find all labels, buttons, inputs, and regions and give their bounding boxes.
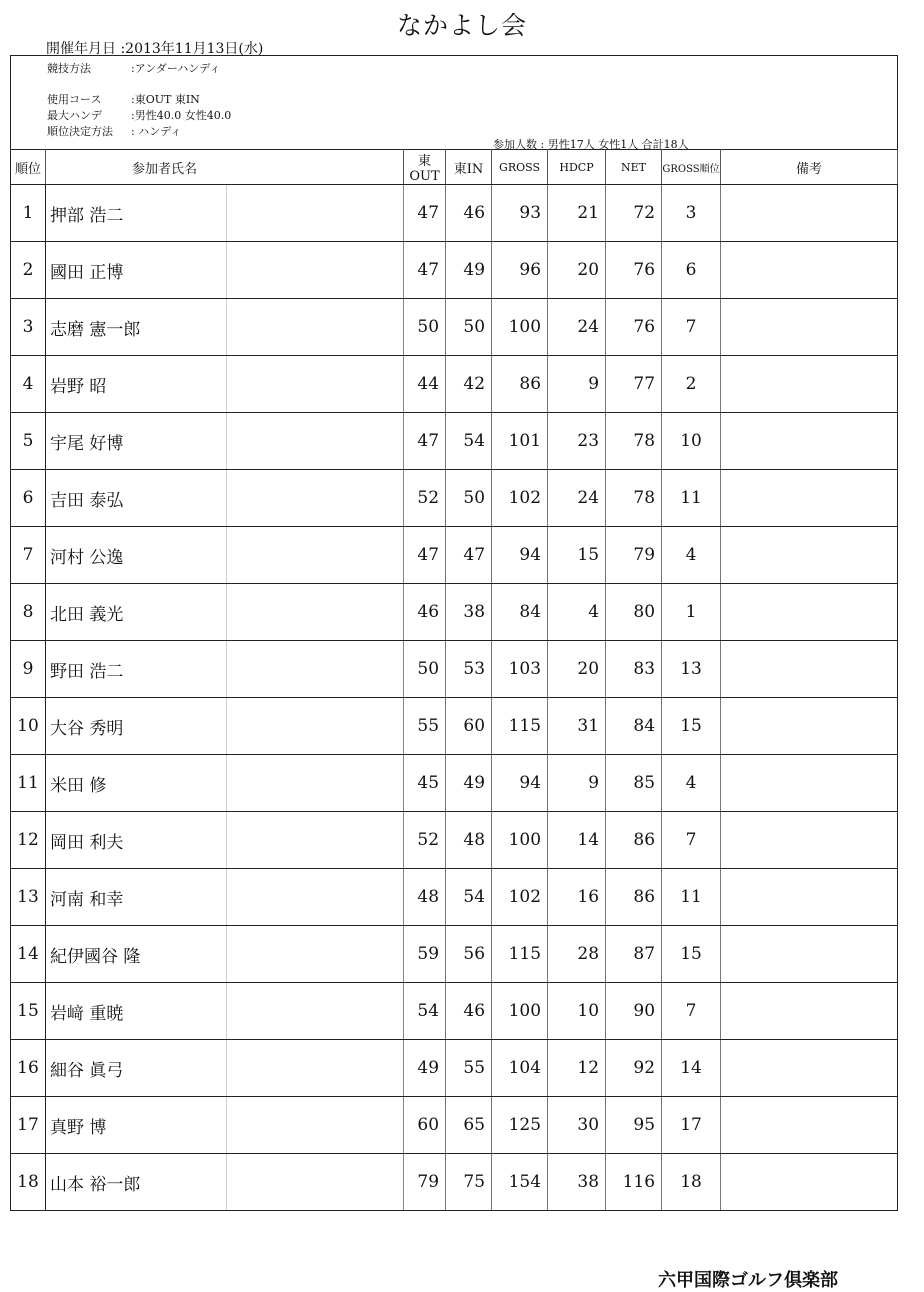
note-cell bbox=[721, 641, 898, 698]
name-cell: 岩野 昭 bbox=[46, 356, 227, 413]
info-label: 順位決定方法 bbox=[47, 125, 113, 138]
blank-cell bbox=[227, 698, 404, 755]
header-out: 東OUT bbox=[404, 150, 446, 185]
table-row bbox=[11, 584, 898, 641]
out-score-cell: 79 bbox=[404, 1154, 446, 1211]
table-row bbox=[11, 470, 898, 527]
info-ranking-method bbox=[47, 123, 181, 139]
header-in: 東IN bbox=[446, 150, 492, 185]
hdcp-cell: 15 bbox=[548, 527, 606, 584]
out-score-cell: 59 bbox=[404, 926, 446, 983]
net-cell: 83 bbox=[606, 641, 662, 698]
table-row bbox=[11, 1097, 898, 1154]
in-score-cell: 50 bbox=[446, 470, 492, 527]
in-score-cell: 42 bbox=[446, 356, 492, 413]
rank-cell: 6 bbox=[11, 470, 46, 527]
blank-cell bbox=[227, 470, 404, 527]
results-body bbox=[11, 185, 898, 1211]
gross-rank-cell: 1 bbox=[662, 584, 721, 641]
gross-rank-cell: 18 bbox=[662, 1154, 721, 1211]
table-row bbox=[11, 926, 898, 983]
out-score-cell: 47 bbox=[404, 413, 446, 470]
info-value: :男性40.0 女性40.0 bbox=[131, 109, 232, 122]
competition-info-box bbox=[10, 55, 898, 150]
header-rank: 順位 bbox=[11, 150, 46, 185]
gross-cell: 102 bbox=[492, 869, 548, 926]
header-row bbox=[11, 150, 898, 185]
blank-cell bbox=[227, 185, 404, 242]
hdcp-cell: 23 bbox=[548, 413, 606, 470]
note-cell bbox=[721, 185, 898, 242]
name-cell: 吉田 泰弘 bbox=[46, 470, 227, 527]
out-score-cell: 47 bbox=[404, 185, 446, 242]
participant-count: 参加人数 : 男性17人 女性1人 合計18人 bbox=[493, 138, 689, 151]
net-cell: 86 bbox=[606, 812, 662, 869]
net-cell: 77 bbox=[606, 356, 662, 413]
hdcp-cell: 21 bbox=[548, 185, 606, 242]
in-score-cell: 38 bbox=[446, 584, 492, 641]
name-cell: 宇尾 好博 bbox=[46, 413, 227, 470]
note-cell bbox=[721, 1040, 898, 1097]
info-max-handicap bbox=[47, 107, 231, 123]
name-cell: 細谷 眞弓 bbox=[46, 1040, 227, 1097]
out-score-cell: 54 bbox=[404, 983, 446, 1040]
table-row bbox=[11, 185, 898, 242]
hdcp-cell: 30 bbox=[548, 1097, 606, 1154]
blank-cell bbox=[227, 242, 404, 299]
note-cell bbox=[721, 1154, 898, 1211]
rank-cell: 1 bbox=[11, 185, 46, 242]
hdcp-cell: 28 bbox=[548, 926, 606, 983]
table-row bbox=[11, 812, 898, 869]
hdcp-cell: 24 bbox=[548, 470, 606, 527]
out-score-cell: 50 bbox=[404, 299, 446, 356]
table-row bbox=[11, 1040, 898, 1097]
net-cell: 86 bbox=[606, 869, 662, 926]
info-course bbox=[47, 91, 200, 107]
gross-cell: 101 bbox=[492, 413, 548, 470]
in-score-cell: 75 bbox=[446, 1154, 492, 1211]
in-score-cell: 46 bbox=[446, 185, 492, 242]
rank-cell: 7 bbox=[11, 527, 46, 584]
name-cell: 國田 正博 bbox=[46, 242, 227, 299]
out-score-cell: 52 bbox=[404, 812, 446, 869]
gross-cell: 96 bbox=[492, 242, 548, 299]
gross-cell: 94 bbox=[492, 527, 548, 584]
header-gross-rank: GROSS順位 bbox=[662, 150, 721, 185]
gross-rank-cell: 14 bbox=[662, 1040, 721, 1097]
out-score-cell: 44 bbox=[404, 356, 446, 413]
note-cell bbox=[721, 299, 898, 356]
gross-rank-cell: 13 bbox=[662, 641, 721, 698]
note-cell bbox=[721, 1097, 898, 1154]
gross-cell: 100 bbox=[492, 983, 548, 1040]
note-cell bbox=[721, 869, 898, 926]
table-row bbox=[11, 983, 898, 1040]
blank-cell bbox=[227, 1040, 404, 1097]
hdcp-cell: 38 bbox=[548, 1154, 606, 1211]
blank-cell bbox=[227, 356, 404, 413]
hdcp-cell: 9 bbox=[548, 356, 606, 413]
info-label: 使用コース bbox=[47, 93, 102, 106]
note-cell bbox=[721, 470, 898, 527]
net-cell: 80 bbox=[606, 584, 662, 641]
rank-cell: 10 bbox=[11, 698, 46, 755]
hdcp-cell: 10 bbox=[548, 983, 606, 1040]
table-row bbox=[11, 413, 898, 470]
rank-cell: 8 bbox=[11, 584, 46, 641]
gross-rank-cell: 4 bbox=[662, 755, 721, 812]
rank-cell: 11 bbox=[11, 755, 46, 812]
gross-rank-cell: 10 bbox=[662, 413, 721, 470]
gross-rank-cell: 11 bbox=[662, 470, 721, 527]
blank-cell bbox=[227, 983, 404, 1040]
note-cell bbox=[721, 413, 898, 470]
in-score-cell: 55 bbox=[446, 1040, 492, 1097]
event-date: 開催年月日 :2013年11月13日(水) bbox=[46, 41, 264, 57]
table-row bbox=[11, 242, 898, 299]
info-competition-method bbox=[47, 60, 220, 76]
out-score-cell: 50 bbox=[404, 641, 446, 698]
rank-cell: 18 bbox=[11, 1154, 46, 1211]
results-table bbox=[10, 149, 898, 1211]
note-cell bbox=[721, 242, 898, 299]
note-cell bbox=[721, 698, 898, 755]
net-cell: 92 bbox=[606, 1040, 662, 1097]
hdcp-cell: 31 bbox=[548, 698, 606, 755]
rank-cell: 16 bbox=[11, 1040, 46, 1097]
document-title: なかよし会 bbox=[396, 11, 527, 40]
gross-rank-cell: 15 bbox=[662, 698, 721, 755]
table-row bbox=[11, 698, 898, 755]
club-name: 六甲国際ゴルフ倶楽部 bbox=[658, 1270, 838, 1291]
gross-rank-cell: 3 bbox=[662, 185, 721, 242]
table-row bbox=[11, 869, 898, 926]
blank-cell bbox=[227, 299, 404, 356]
gross-cell: 86 bbox=[492, 356, 548, 413]
blank-cell bbox=[227, 527, 404, 584]
gross-cell: 94 bbox=[492, 755, 548, 812]
gross-rank-cell: 7 bbox=[662, 983, 721, 1040]
note-cell bbox=[721, 983, 898, 1040]
in-score-cell: 65 bbox=[446, 1097, 492, 1154]
gross-rank-cell: 7 bbox=[662, 812, 721, 869]
hdcp-cell: 4 bbox=[548, 584, 606, 641]
out-score-cell: 52 bbox=[404, 470, 446, 527]
blank-cell bbox=[227, 926, 404, 983]
header-net: NET bbox=[606, 150, 662, 185]
rank-cell: 3 bbox=[11, 299, 46, 356]
blank-cell bbox=[227, 812, 404, 869]
out-score-cell: 47 bbox=[404, 242, 446, 299]
name-cell: 山本 裕一郎 bbox=[46, 1154, 227, 1211]
gross-cell: 154 bbox=[492, 1154, 548, 1211]
rank-cell: 5 bbox=[11, 413, 46, 470]
name-cell: 志磨 憲一郎 bbox=[46, 299, 227, 356]
rank-cell: 14 bbox=[11, 926, 46, 983]
header-name: 参加者氏名 bbox=[46, 150, 404, 185]
table-row bbox=[11, 641, 898, 698]
note-cell bbox=[721, 584, 898, 641]
info-label: 最大ハンデ bbox=[47, 109, 102, 122]
rank-cell: 17 bbox=[11, 1097, 46, 1154]
net-cell: 85 bbox=[606, 755, 662, 812]
net-cell: 78 bbox=[606, 413, 662, 470]
note-cell bbox=[721, 926, 898, 983]
gross-cell: 100 bbox=[492, 812, 548, 869]
in-score-cell: 50 bbox=[446, 299, 492, 356]
name-cell: 大谷 秀明 bbox=[46, 698, 227, 755]
rank-cell: 12 bbox=[11, 812, 46, 869]
name-cell: 押部 浩二 bbox=[46, 185, 227, 242]
in-score-cell: 54 bbox=[446, 869, 492, 926]
info-label: 競技方法 bbox=[47, 62, 91, 75]
rank-cell: 13 bbox=[11, 869, 46, 926]
gross-cell: 93 bbox=[492, 185, 548, 242]
hdcp-cell: 20 bbox=[548, 641, 606, 698]
gross-rank-cell: 17 bbox=[662, 1097, 721, 1154]
hdcp-cell: 9 bbox=[548, 755, 606, 812]
name-cell: 紀伊國谷 隆 bbox=[46, 926, 227, 983]
table-row bbox=[11, 527, 898, 584]
name-cell: 河南 和幸 bbox=[46, 869, 227, 926]
net-cell: 116 bbox=[606, 1154, 662, 1211]
net-cell: 72 bbox=[606, 185, 662, 242]
hdcp-cell: 16 bbox=[548, 869, 606, 926]
out-score-cell: 46 bbox=[404, 584, 446, 641]
blank-cell bbox=[227, 1154, 404, 1211]
gross-cell: 125 bbox=[492, 1097, 548, 1154]
in-score-cell: 48 bbox=[446, 812, 492, 869]
out-score-cell: 47 bbox=[404, 527, 446, 584]
gross-cell: 115 bbox=[492, 698, 548, 755]
gross-cell: 84 bbox=[492, 584, 548, 641]
info-value: : ハンディ bbox=[131, 125, 182, 138]
net-cell: 84 bbox=[606, 698, 662, 755]
rank-cell: 9 bbox=[11, 641, 46, 698]
gross-rank-cell: 15 bbox=[662, 926, 721, 983]
name-cell: 岡田 利夫 bbox=[46, 812, 227, 869]
out-score-cell: 45 bbox=[404, 755, 446, 812]
header-hdcp: HDCP bbox=[548, 150, 606, 185]
net-cell: 79 bbox=[606, 527, 662, 584]
blank-cell bbox=[227, 584, 404, 641]
table-row bbox=[11, 299, 898, 356]
in-score-cell: 60 bbox=[446, 698, 492, 755]
blank-cell bbox=[227, 413, 404, 470]
note-cell bbox=[721, 755, 898, 812]
note-cell bbox=[721, 812, 898, 869]
net-cell: 87 bbox=[606, 926, 662, 983]
net-cell: 76 bbox=[606, 242, 662, 299]
note-cell bbox=[721, 527, 898, 584]
net-cell: 76 bbox=[606, 299, 662, 356]
net-cell: 78 bbox=[606, 470, 662, 527]
table-row bbox=[11, 1154, 898, 1211]
header-note: 備考 bbox=[721, 150, 898, 185]
gross-rank-cell: 2 bbox=[662, 356, 721, 413]
out-score-cell: 49 bbox=[404, 1040, 446, 1097]
name-cell: 米田 修 bbox=[46, 755, 227, 812]
blank-cell bbox=[227, 1097, 404, 1154]
gross-rank-cell: 7 bbox=[662, 299, 721, 356]
hdcp-cell: 20 bbox=[548, 242, 606, 299]
table-row bbox=[11, 755, 898, 812]
rank-cell: 15 bbox=[11, 983, 46, 1040]
rank-cell: 2 bbox=[11, 242, 46, 299]
header-gross: GROSS bbox=[492, 150, 548, 185]
in-score-cell: 54 bbox=[446, 413, 492, 470]
in-score-cell: 56 bbox=[446, 926, 492, 983]
gross-cell: 103 bbox=[492, 641, 548, 698]
blank-cell bbox=[227, 641, 404, 698]
blank-cell bbox=[227, 755, 404, 812]
gross-rank-cell: 11 bbox=[662, 869, 721, 926]
hdcp-cell: 14 bbox=[548, 812, 606, 869]
table-row bbox=[11, 356, 898, 413]
gross-cell: 104 bbox=[492, 1040, 548, 1097]
rank-cell: 4 bbox=[11, 356, 46, 413]
gross-cell: 102 bbox=[492, 470, 548, 527]
gross-cell: 100 bbox=[492, 299, 548, 356]
out-score-cell: 60 bbox=[404, 1097, 446, 1154]
net-cell: 95 bbox=[606, 1097, 662, 1154]
name-cell: 岩﨑 重暁 bbox=[46, 983, 227, 1040]
in-score-cell: 47 bbox=[446, 527, 492, 584]
in-score-cell: 46 bbox=[446, 983, 492, 1040]
out-score-cell: 48 bbox=[404, 869, 446, 926]
hdcp-cell: 12 bbox=[548, 1040, 606, 1097]
in-score-cell: 49 bbox=[446, 755, 492, 812]
gross-cell: 115 bbox=[492, 926, 548, 983]
info-value: :東OUT 東IN bbox=[131, 93, 200, 106]
note-cell bbox=[721, 356, 898, 413]
name-cell: 河村 公逸 bbox=[46, 527, 227, 584]
net-cell: 90 bbox=[606, 983, 662, 1040]
name-cell: 北田 義光 bbox=[46, 584, 227, 641]
gross-rank-cell: 4 bbox=[662, 527, 721, 584]
name-cell: 野田 浩二 bbox=[46, 641, 227, 698]
in-score-cell: 53 bbox=[446, 641, 492, 698]
in-score-cell: 49 bbox=[446, 242, 492, 299]
info-value: :アンダーハンディ bbox=[131, 62, 221, 75]
hdcp-cell: 24 bbox=[548, 299, 606, 356]
blank-cell bbox=[227, 869, 404, 926]
out-score-cell: 55 bbox=[404, 698, 446, 755]
gross-rank-cell: 6 bbox=[662, 242, 721, 299]
name-cell: 真野 博 bbox=[46, 1097, 227, 1154]
